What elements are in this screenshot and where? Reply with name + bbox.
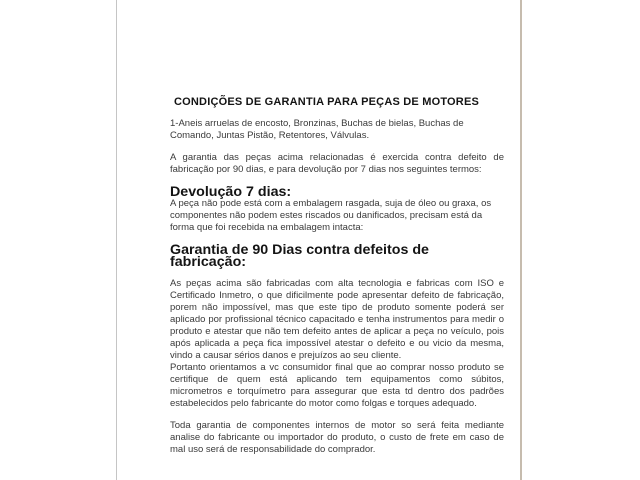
consumer-guidance-paragraph: Portanto orientamos a vc consumidor final que ao comprar nosso produto se certifique de quem está aplicando tem equipamentos como súbitos, micrometros e torquímetro para assegurar que esta td dentro dos padrões estabelecidos pelo fabricante do motor como folgas e torques adequado. [170, 362, 504, 409]
return-policy-heading: Devolução 7 dias: [170, 184, 292, 200]
fabrication-terms-paragraph: As peças acima são fabricadas com alta tecnologia e fabricas com ISO e Certificado Inmetro, o que dificilmente pode apresentar defeito de fabricação, porem não impossível, mas que este tipo de produto somente poderá ser aplicado por profissional técnico capacitado e tenha instrumentos para medir o produto e atestar que não tem defeito antes de aplicar a peça no veículo, pois após aplicada a peça fica impossível atestar o defeito e ou vicio da mesma, vindo a causar sérios danos e prejuízos ao seu cliente. [170, 278, 504, 361]
internal-components-paragraph: Toda garantia de componentes internos de motor so será feita mediante analise do fabricante ou importador do produto, o custo de frete em caso de mal uso será de responsabilidade do comprador. [170, 420, 504, 455]
page-title: CONDIÇÕES DE GARANTIA PARA PEÇAS DE MOTORES [174, 96, 480, 108]
document-content [117, 0, 520, 456]
document-page [116, 0, 522, 480]
parts-list-paragraph: 1-Aneis arruelas de encosto, Bronzinas, Buchas de bielas, Buchas de Comando, Juntas Pistão, Retentores, Válvulas. [170, 118, 464, 141]
defects-warranty-heading: Garantia de 90 Dias contra defeitos de fabricação: [170, 242, 429, 270]
warranty-summary-paragraph: A garantia das peças acima relacionadas é exercida contra defeito de fabricação por 90 dias, e para devolução por 7 dias nos seguintes termos: [170, 152, 504, 175]
return-policy-paragraph: A peça não pode está com a embalagem rasgada, suja de óleo ou graxa, os componentes não podem estes riscados ou danificados, precisam está da forma que foi recebida na embalagem intacta: [170, 198, 492, 233]
